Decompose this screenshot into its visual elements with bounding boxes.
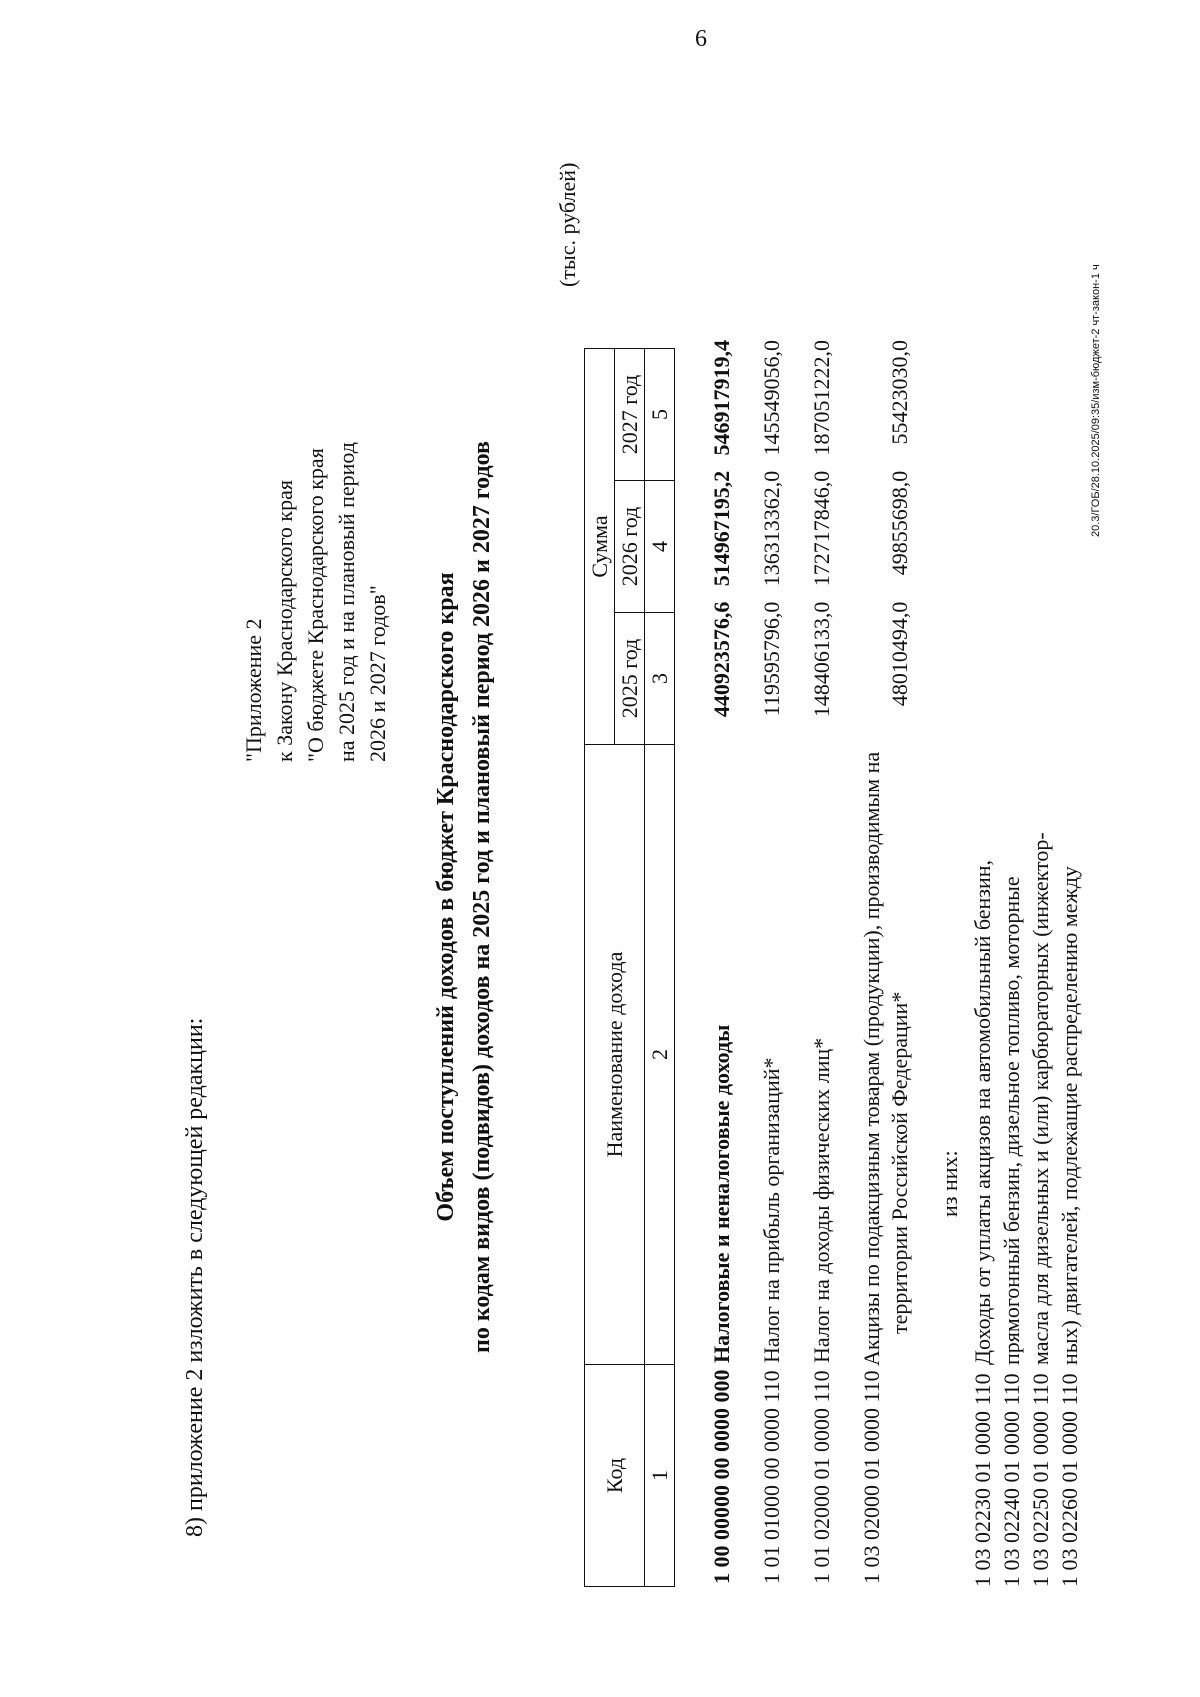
- lower-code: 1 03 02230 01 0000 110: [970, 1373, 995, 1587]
- table-row: [758, 337, 786, 1587]
- header-code: Код: [585, 1365, 645, 1587]
- revenue-table-body: [708, 337, 914, 1587]
- row-value-2027: 55423030,0: [887, 340, 912, 445]
- row-name: Налог на доходы физических лиц*: [809, 1037, 834, 1364]
- lower-text-line: масла для дизельных и (или) карбюраторных (инжектор-: [1028, 832, 1053, 1365]
- unit-label: (тыс. рублей): [555, 162, 580, 287]
- row-value-2026: 49855698,0: [887, 470, 912, 576]
- table-row: [708, 337, 736, 1587]
- header-col-number: 5: [645, 349, 675, 481]
- header-col-number: 1: [645, 1365, 675, 1587]
- row-name: Акцизы по подакцизным товарам (продукции), производимым на территории Российской Федерации*: [859, 751, 912, 1367]
- row-code: 1 01 01000 00 0000 110: [759, 1370, 784, 1584]
- row-value-2025: 148406133,0: [809, 601, 834, 718]
- header-name: Наименование дохода: [585, 745, 645, 1365]
- lower-text-line: прямогонный бензин, дизельное топливо, моторные: [999, 876, 1024, 1365]
- header-col-number: 3: [645, 613, 675, 745]
- table-row: [808, 337, 836, 1587]
- annex-line: "О бюджете Краснодарского края: [303, 448, 328, 762]
- row-value-2025: 119595796,0: [759, 601, 784, 717]
- page-number: 6: [695, 26, 707, 52]
- header-col-number: 2: [645, 745, 675, 1365]
- lower-code: 1 03 02240 01 0000 110: [999, 1373, 1024, 1587]
- header-col-number: 4: [645, 481, 675, 613]
- row-value-2026: 172717846,0: [809, 470, 834, 587]
- table-row: [858, 337, 914, 1587]
- revenue-table-header: [584, 348, 675, 1587]
- row-name: Налоговые и неналоговые доходы: [709, 1024, 734, 1364]
- row-value-2025: 440923576,6: [709, 601, 734, 718]
- row-value-2027: 145549056,0: [759, 340, 784, 456]
- intro-text: 8) приложение 2 изложить в следующей редакции:: [182, 1017, 208, 1537]
- title-line: Объем поступлений доходов в бюджет Краснодарского края: [433, 572, 459, 1222]
- header-2027: 2027 год: [615, 349, 645, 481]
- document-stamp: 20.3/ГОБ/28.10.2025/09:35/изм-бюджет-2 чт-закон-1 ч: [1090, 264, 1102, 537]
- row-value-2027: 546917919,4: [709, 340, 734, 456]
- row-code: 1 00 00000 00 0000 000: [709, 1369, 734, 1584]
- annex-line: 2026 и 2027 годов": [365, 585, 390, 762]
- annex-line: к Закону Краснодарского края: [272, 479, 297, 762]
- annex-header: [238, 442, 393, 762]
- title-line: по кодам видов (подвидов) доходов на 2025 год и плановый период 2026 и 2027 годов: [469, 441, 495, 1353]
- row-value-2026: 514967195,2: [709, 470, 734, 587]
- document-title: [428, 357, 500, 1437]
- annex-line: "Приложение 2: [241, 618, 266, 762]
- lower-code: 1 03 02260 01 0000 110: [1057, 1373, 1082, 1587]
- row-value-2025: 48010494,0: [887, 601, 912, 707]
- row-value-2027: 187051222,0: [809, 340, 834, 456]
- of-which-label: из них:: [937, 1150, 962, 1217]
- rotated-page-content: [0, 97, 1150, 1697]
- lower-text-line: Доходы от уплаты акцизов на автомобильный бензин,: [970, 859, 995, 1365]
- lower-code: 1 03 02250 01 0000 110: [1028, 1373, 1053, 1587]
- lower-code-list: [968, 1373, 1084, 1587]
- row-value-2026: 136313362,0: [759, 470, 784, 587]
- header-sum: Сумма: [585, 349, 615, 745]
- row-code: 1 03 02000 01 0000 110: [859, 1370, 884, 1584]
- lower-description: [968, 575, 1084, 1365]
- row-name: Налог на прибыль организаций*: [759, 1057, 784, 1364]
- row-code: 1 01 02000 01 0000 110: [809, 1370, 834, 1584]
- header-2026: 2026 год: [615, 481, 645, 613]
- header-2025: 2025 год: [615, 613, 645, 745]
- lower-text-line: ных) двигателей, подлежащие распределению между: [1057, 866, 1082, 1365]
- annex-line: на 2025 год и на плановый период: [334, 442, 359, 762]
